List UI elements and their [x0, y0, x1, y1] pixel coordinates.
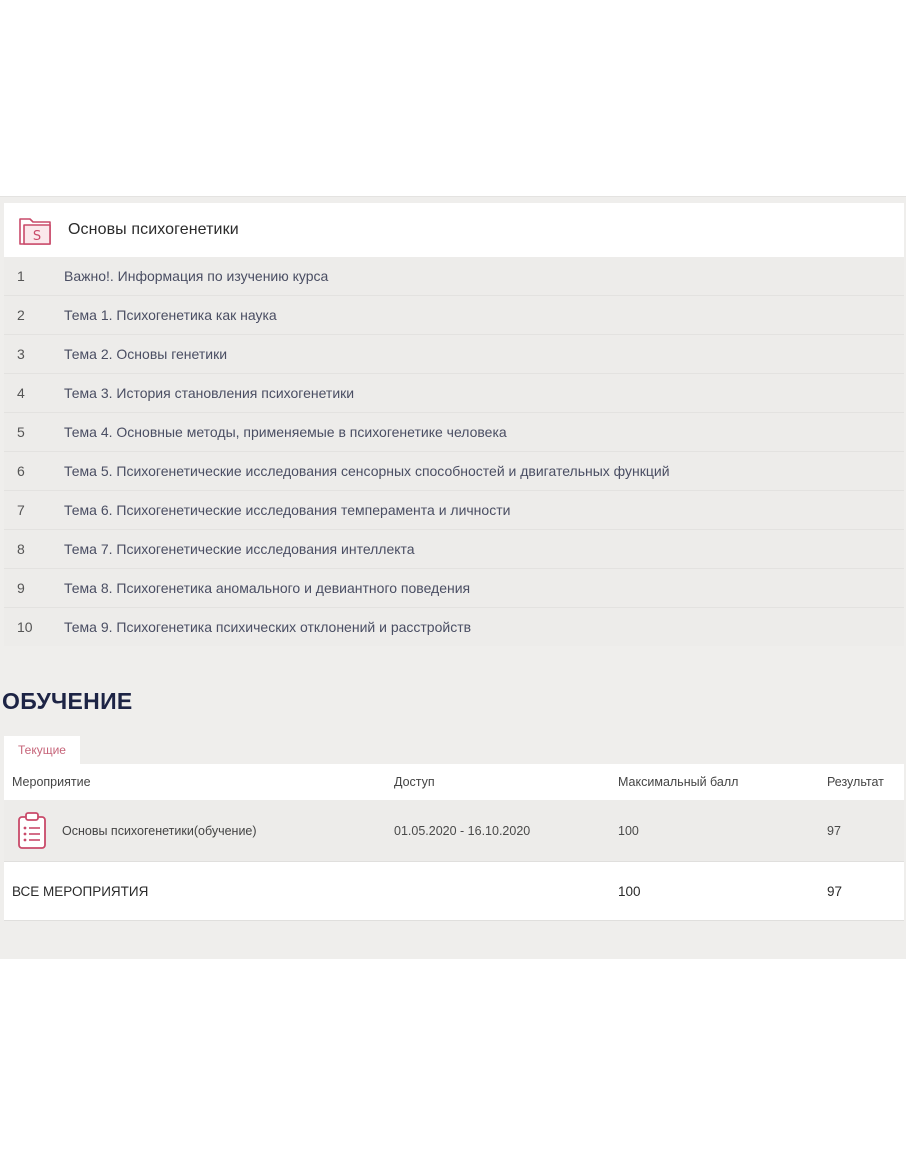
event-cell [4, 811, 394, 851]
topic-number: 1 [17, 268, 25, 284]
section-title: ОБУЧЕНИЕ [2, 688, 133, 714]
topic-number: 4 [17, 385, 25, 401]
topic-link[interactable]: Тема 8. Психогенетика аномального и девиантного поведения [64, 580, 471, 596]
tab-current[interactable]: Текущие [4, 736, 80, 764]
topic-link[interactable]: Тема 4. Основные методы, применяемые в психогенетике человека [64, 424, 507, 440]
topic-number: 8 [17, 541, 25, 557]
topic-list [4, 257, 904, 646]
topic-item[interactable] [4, 491, 904, 530]
table-row[interactable] [4, 800, 904, 861]
total-label: ВСЕ МЕРОПРИЯТИЯ [12, 883, 149, 899]
max-score-cell: 100 [618, 823, 639, 838]
total-row [4, 861, 904, 921]
topic-item[interactable] [4, 413, 904, 452]
topic-number: 3 [17, 346, 25, 362]
column-header-access: Доступ [394, 775, 435, 789]
column-header-max-score: Максимальный балл [618, 775, 739, 789]
topic-number: 7 [17, 502, 25, 518]
result-cell: 97 [827, 823, 841, 838]
topic-link[interactable]: Тема 1. Психогенетика как наука [64, 307, 277, 323]
topic-number: 6 [17, 463, 25, 479]
total-max-score: 100 [618, 883, 641, 899]
topic-item[interactable] [4, 257, 904, 296]
total-result: 97 [827, 883, 843, 899]
clipboard-list-icon [16, 811, 48, 851]
topic-link[interactable]: Тема 9. Психогенетика психических отклонений и расстройств [64, 619, 472, 635]
topic-number: 10 [17, 619, 33, 635]
topic-item[interactable] [4, 608, 904, 646]
topic-item[interactable] [4, 530, 904, 569]
topic-number: 5 [17, 424, 25, 440]
topic-item[interactable] [4, 296, 904, 335]
access-cell: 01.05.2020 - 16.10.2020 [394, 823, 531, 838]
topic-link[interactable]: Тема 3. История становления психогенетики [64, 385, 355, 401]
topic-link[interactable]: Тема 6. Психогенетические исследования темперамента и личности [64, 502, 511, 518]
topic-link[interactable]: Тема 7. Психогенетические исследования интеллекта [64, 541, 415, 557]
topic-link[interactable]: Важно!. Информация по изучению курса [64, 268, 329, 284]
course-header [4, 203, 904, 257]
course-title: Основы психогенетики [68, 221, 239, 238]
topic-number: 9 [17, 580, 25, 596]
topic-item[interactable] [4, 335, 904, 374]
topic-number: 2 [17, 307, 25, 323]
course-panel [0, 196, 906, 959]
topic-item[interactable] [4, 374, 904, 413]
topic-link[interactable]: Тема 5. Психогенетические исследования сенсорных способностей и двигательных функций [64, 463, 670, 479]
topic-item[interactable] [4, 569, 904, 608]
table-header [4, 764, 904, 800]
topic-link[interactable]: Тема 2. Основы генетики [64, 346, 228, 362]
column-header-event: Мероприятие [12, 775, 91, 789]
learning-table [4, 764, 904, 921]
column-header-result: Результат [827, 775, 884, 789]
event-link[interactable]: Основы психогенетики(обучение) [62, 823, 257, 838]
folder-s-icon [17, 212, 53, 248]
topic-item[interactable] [4, 452, 904, 491]
svg-text:S: S [32, 229, 42, 244]
